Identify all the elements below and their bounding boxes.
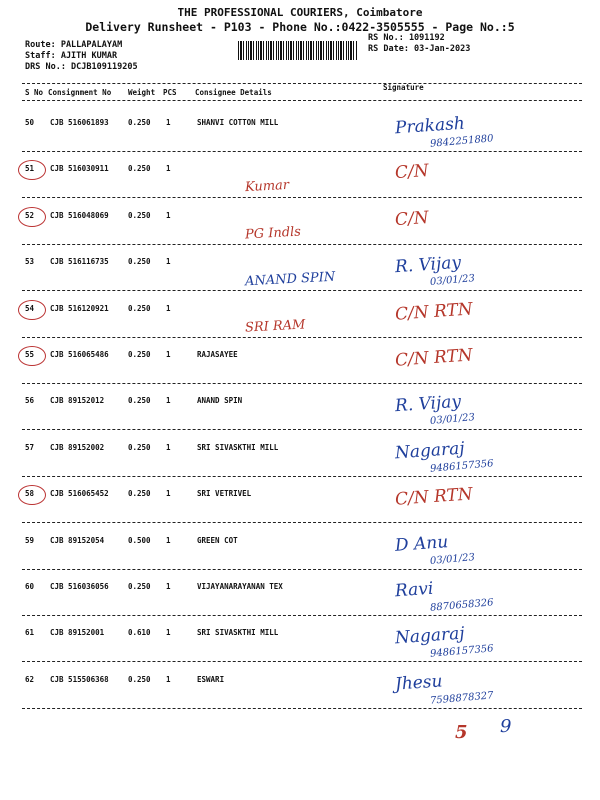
row-serial-number: 57: [25, 443, 35, 452]
row-pieces: 1: [166, 118, 171, 127]
row-signature-detail: 7598878327: [429, 690, 494, 707]
row-serial-number: 60: [25, 582, 35, 591]
row-signature: R. Vijay: [394, 252, 462, 278]
row-pieces: 1: [166, 489, 171, 498]
row-signature-detail: 03/01/23: [429, 412, 476, 427]
row-signature: Prakash: [394, 113, 466, 139]
row-weight: 0.250: [128, 257, 151, 266]
row-consignment-number: CJB 516065452: [50, 489, 109, 498]
row-pieces: 1: [166, 350, 171, 359]
row-weight: 0.500: [128, 536, 151, 545]
row-consignee: GREEN COT: [197, 536, 238, 545]
row-mark-circle-icon: [18, 346, 46, 366]
row-weight: 0.610: [128, 628, 151, 637]
table-row: [22, 154, 582, 198]
row-consignee: SRI SIVASKTHI MILL: [197, 443, 279, 452]
footer-note-left: 5: [455, 722, 468, 743]
row-serial-number: 58: [25, 489, 35, 498]
row-consignment-number: CJB 516036056: [50, 582, 109, 591]
row-divider: [22, 244, 582, 245]
row-consignment-number: CJB 516061893: [50, 118, 109, 127]
row-serial-number: 55: [25, 350, 35, 359]
row-divider: [22, 383, 582, 384]
table-row: [22, 433, 582, 477]
row-mark-circle-icon: [18, 485, 46, 505]
row-consignee: ESWARI: [197, 675, 225, 684]
footer-note-right: 9: [500, 716, 512, 737]
row-consignment-number: CJB 516116735: [50, 257, 109, 266]
row-handwritten-consignee: ANAND SPIN: [244, 269, 336, 290]
row-pieces: 1: [166, 211, 171, 220]
row-signature-detail: 03/01/23: [429, 273, 476, 288]
row-serial-number: 50: [25, 118, 35, 127]
row-signature-detail: 9842251880: [429, 133, 494, 150]
table-row: [22, 201, 582, 245]
row-divider: [22, 569, 582, 570]
row-weight: 0.250: [128, 675, 151, 684]
table-row: [22, 526, 582, 570]
table-row: [22, 386, 582, 430]
table-row: [22, 340, 582, 384]
row-mark-circle-icon: [18, 300, 46, 320]
row-weight: 0.250: [128, 443, 151, 452]
col-sno: S No: [25, 88, 44, 97]
table-row: [22, 665, 582, 709]
row-consignment-number: CJB 516065486: [50, 350, 109, 359]
row-weight: 0.250: [128, 582, 151, 591]
row-handwritten-consignee: Kumar: [244, 177, 290, 196]
row-pieces: 1: [166, 396, 171, 405]
row-consignment-number: CJB 89152002: [50, 443, 105, 452]
row-signature: C/N RTN: [394, 299, 474, 325]
table-row: [22, 479, 582, 523]
row-divider: [22, 522, 582, 523]
row-consignee: VIJAYANARAYANAN TEX: [197, 582, 283, 591]
row-signature: D Anu: [394, 532, 449, 556]
row-signature-detail: 03/01/23: [429, 552, 476, 567]
row-mark-circle-icon: [18, 160, 46, 180]
row-serial-number: 59: [25, 536, 35, 545]
row-signature: Nagaraj: [394, 623, 466, 649]
row-signature: R. Vijay: [394, 391, 462, 417]
row-serial-number: 54: [25, 304, 35, 313]
row-weight: 0.250: [128, 489, 151, 498]
row-divider: [22, 197, 582, 198]
row-serial-number: 56: [25, 396, 35, 405]
row-consignee: ANAND SPIN: [197, 396, 243, 405]
row-weight: 0.250: [128, 350, 151, 359]
row-signature-detail: 9486157356: [429, 458, 494, 475]
row-weight: 0.250: [128, 304, 151, 313]
row-signature: C/N RTN: [394, 345, 474, 371]
row-pieces: 1: [166, 536, 171, 545]
row-pieces: 1: [166, 304, 171, 313]
runsheet-title: Delivery Runsheet - P103 - Phone No.:0422-3505555 - Page No.:5: [85, 20, 515, 34]
row-signature: C/N RTN: [394, 484, 474, 510]
rs-number: RS No.: 1091192: [368, 33, 445, 43]
header-divider-bottom: [22, 100, 582, 101]
row-pieces: 1: [166, 257, 171, 266]
row-pieces: 1: [166, 675, 171, 684]
row-signature: Jhesu: [394, 671, 444, 695]
route-label: Route: PALLAPALAYAM: [25, 40, 123, 50]
col-weight: Weight: [128, 88, 156, 97]
table-row: [22, 108, 582, 152]
row-consignee: SRI SIVASKTHI MILL: [197, 628, 279, 637]
row-signature: C/N: [394, 160, 430, 184]
rs-date: RS Date: 03-Jan-2023: [368, 44, 471, 54]
row-weight: 0.250: [128, 211, 151, 220]
row-consignee: RAJASAYEE: [197, 350, 238, 359]
row-serial-number: 53: [25, 257, 35, 266]
row-divider: [22, 429, 582, 430]
row-serial-number: 51: [25, 164, 35, 173]
table-row: [22, 618, 582, 662]
row-consignee: SRI VETRIVEL: [197, 489, 252, 498]
row-weight: 0.250: [128, 164, 151, 173]
row-handwritten-consignee: SRI RAM: [244, 317, 306, 336]
row-weight: 0.250: [128, 396, 151, 405]
row-consignment-number: CJB 516030911: [50, 164, 109, 173]
row-divider: [22, 615, 582, 616]
row-serial-number: 52: [25, 211, 35, 220]
row-consignment-number: CJB 516120921: [50, 304, 109, 313]
row-weight: 0.250: [128, 118, 151, 127]
row-divider: [22, 337, 582, 338]
row-consignment-number: CJB 89152001: [50, 628, 105, 637]
row-consignee: SHANVI COTTON MILL: [197, 118, 279, 127]
row-signature: C/N: [394, 207, 430, 231]
col-pcs: PCS: [163, 88, 177, 97]
row-serial-number: 61: [25, 628, 35, 637]
row-divider: [22, 290, 582, 291]
drs-label: DRS No.: DCJB109119205: [25, 62, 138, 72]
col-signature: Signature: [383, 83, 424, 92]
row-mark-circle-icon: [18, 207, 46, 227]
row-pieces: 1: [166, 443, 171, 452]
row-pieces: 1: [166, 164, 171, 173]
row-serial-number: 62: [25, 675, 35, 684]
row-pieces: 1: [166, 582, 171, 591]
row-signature-detail: 9486157356: [429, 643, 494, 660]
row-consignment-number: CJB 89152054: [50, 536, 105, 545]
row-signature: Nagaraj: [394, 438, 466, 464]
row-divider: [22, 708, 582, 709]
barcode-image: [238, 41, 358, 60]
staff-label: Staff: AJITH KUMAR: [25, 51, 118, 61]
col-consignee: Consignee Details: [195, 88, 272, 97]
table-row: [22, 572, 582, 616]
col-consignment: Consignment No: [48, 88, 112, 97]
row-divider: [22, 476, 582, 477]
row-handwritten-consignee: PG Indls: [244, 224, 302, 243]
row-consignment-number: CJB 515506368: [50, 675, 109, 684]
row-signature: Ravi: [394, 578, 435, 602]
row-divider: [22, 151, 582, 152]
row-consignment-number: CJB 516048069: [50, 211, 109, 220]
row-signature-detail: 8870658326: [429, 597, 494, 614]
row-divider: [22, 661, 582, 662]
row-pieces: 1: [166, 628, 171, 637]
header-divider-top: [22, 83, 582, 84]
row-consignment-number: CJB 89152012: [50, 396, 105, 405]
company-title: THE PROFESSIONAL COURIERS, Coimbatore: [177, 6, 423, 19]
